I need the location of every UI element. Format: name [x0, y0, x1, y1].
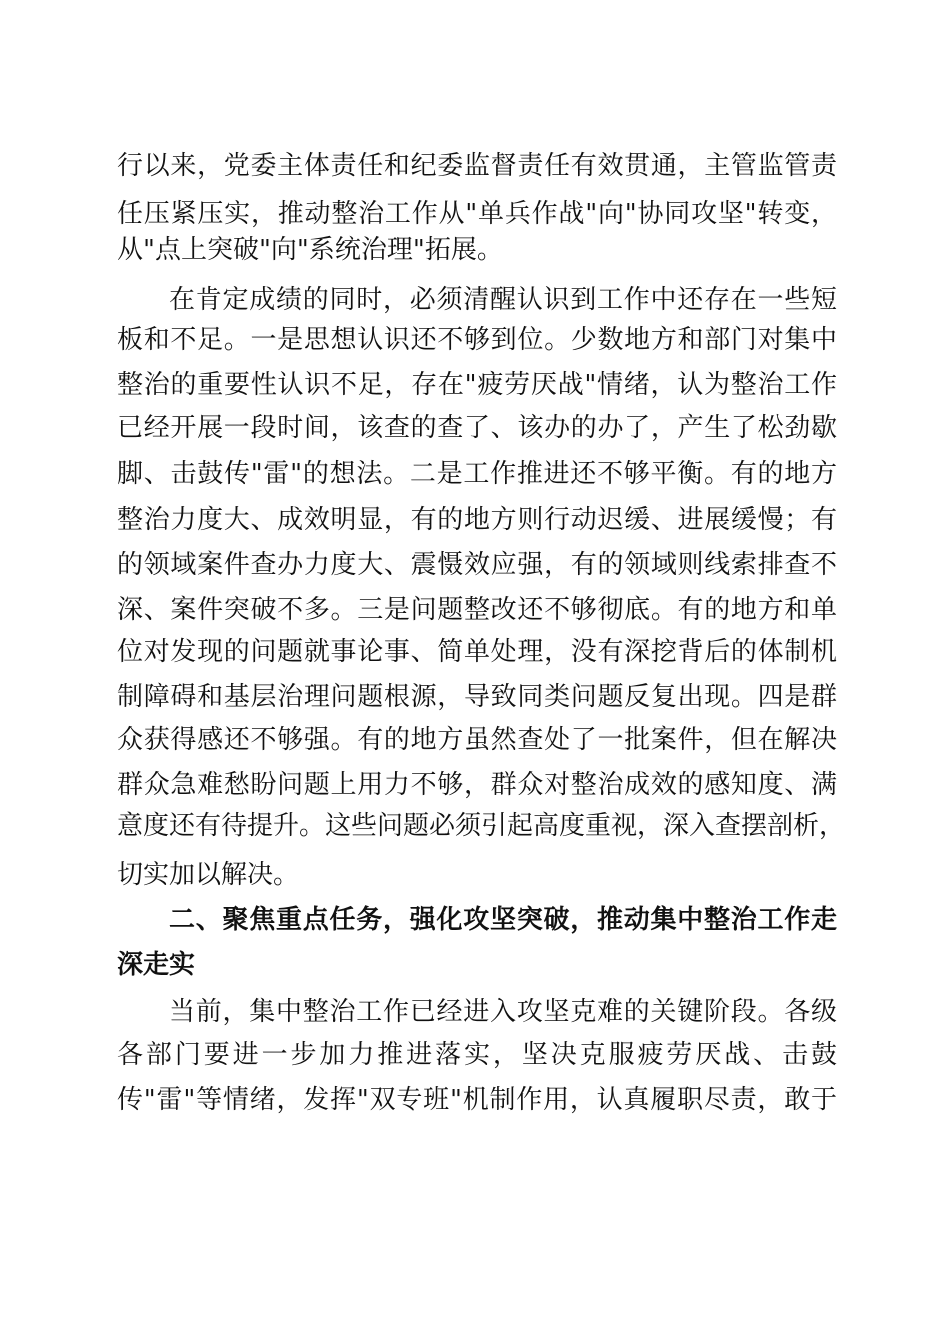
paragraph-3-line-3: 传"雷"等情绪，发挥"双专班"机制作用，认真履职尽责，敢于: [117, 1085, 837, 1115]
paragraph-2-line-14: 切实加以解决。: [117, 860, 300, 890]
paragraph-3-line-2: 各部门要进一步加力推进落实，坚决克服疲劳厌战、击鼓: [117, 1040, 837, 1070]
paragraph-1-line-2: 任压紧压实，推动整治工作从"单兵作战"向"协同攻坚"转变，: [117, 199, 837, 229]
paragraph-2-line-2: 板和不足。一是思想认识还不够到位。少数地方和部门对集中: [117, 325, 837, 355]
paragraph-2-line-6: 整治力度大、成效明显，有的地方则行动迟缓、进展缓慢；有: [117, 505, 837, 535]
paragraph-3-line-1: 当前，集中整治工作已经进入攻坚克难的关键阶段。各级: [169, 997, 837, 1027]
paragraph-2-line-1: 在肯定成绩的同时，必须清醒认识到工作中还存在一些短: [169, 285, 837, 315]
paragraph-1-line-3: 从"点上突破"向"系统治理"拓展。: [117, 235, 503, 265]
paragraph-2-line-5: 脚、击鼓传"雷"的想法。二是工作推进还不够平衡。有的地方: [117, 459, 837, 489]
paragraph-2-line-8: 深、案件突破不多。三是问题整改还不够彻底。有的地方和单: [117, 595, 837, 625]
paragraph-2-line-11: 众获得感还不够强。有的地方虽然查处了一批案件，但在解决: [117, 725, 837, 755]
paragraph-1-line-1: 行以来，党委主体责任和纪委监督责任有效贯通，主管监管责: [117, 151, 837, 181]
paragraph-2-line-7: 的领域案件查办力度大、震慑效应强，有的领域则线索排查不: [117, 550, 837, 580]
paragraph-2-line-3: 整治的重要性认识不足，存在"疲劳厌战"情绪，认为整治工作: [117, 370, 837, 400]
paragraph-2-line-9: 位对发现的问题就事论事、简单处理，没有深挖背后的体制机: [117, 637, 837, 667]
section-heading-line-1: 二、聚焦重点任务，强化攻坚突破，推动集中整治工作走: [169, 905, 837, 935]
paragraph-2-line-13: 意度还有待提升。这些问题必须引起高度重视，深入查摆剖析，: [117, 811, 846, 841]
paragraph-2-line-12: 群众急难愁盼问题上用力不够，群众对整治成效的感知度、满: [117, 770, 837, 800]
paragraph-2-line-4: 已经开展一段时间，该查的查了、该办的办了，产生了松劲歇: [117, 413, 837, 443]
section-heading-line-2: 深走实: [117, 950, 196, 980]
paragraph-2-line-10: 制障碍和基层治理问题根源，导致同类问题反复出现。四是群: [117, 682, 837, 712]
